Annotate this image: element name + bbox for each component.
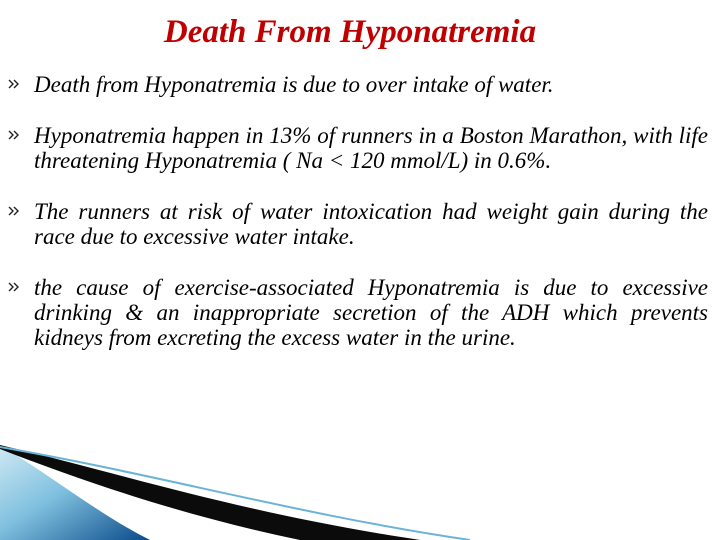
slide-title: Death From Hyponatremia [163,14,537,50]
bullet-text: the cause of exercise-associated Hyponatremia is due to excessive drinking & an inappropriate secretion of the ADH which prevents kidneys from excreting the excess water in the urine. [34,275,708,350]
double-chevron-bullet-icon [8,78,20,90]
bullet-item [8,72,708,97]
bullet-text: Death from Hyponatremia is due to over intake of water. [34,72,554,97]
bullet-list [8,72,708,376]
bullet-text: The runners at risk of water intoxication had weight gain during the race due to excessive water intake. [34,199,708,249]
double-chevron-bullet-icon [8,281,20,293]
bullet-item [8,123,708,173]
bullet-item [8,275,708,350]
bullet-text: Hyponatremia happen in 13% of runners in a Boston Marathon, with life threatening Hyponatremia ( Na < 120 mmol/L) in 0.6%. [34,123,708,173]
wave-decoration [0,445,720,540]
double-chevron-bullet-icon [8,205,20,217]
double-chevron-bullet-icon [8,129,20,141]
bullet-item [8,199,708,249]
